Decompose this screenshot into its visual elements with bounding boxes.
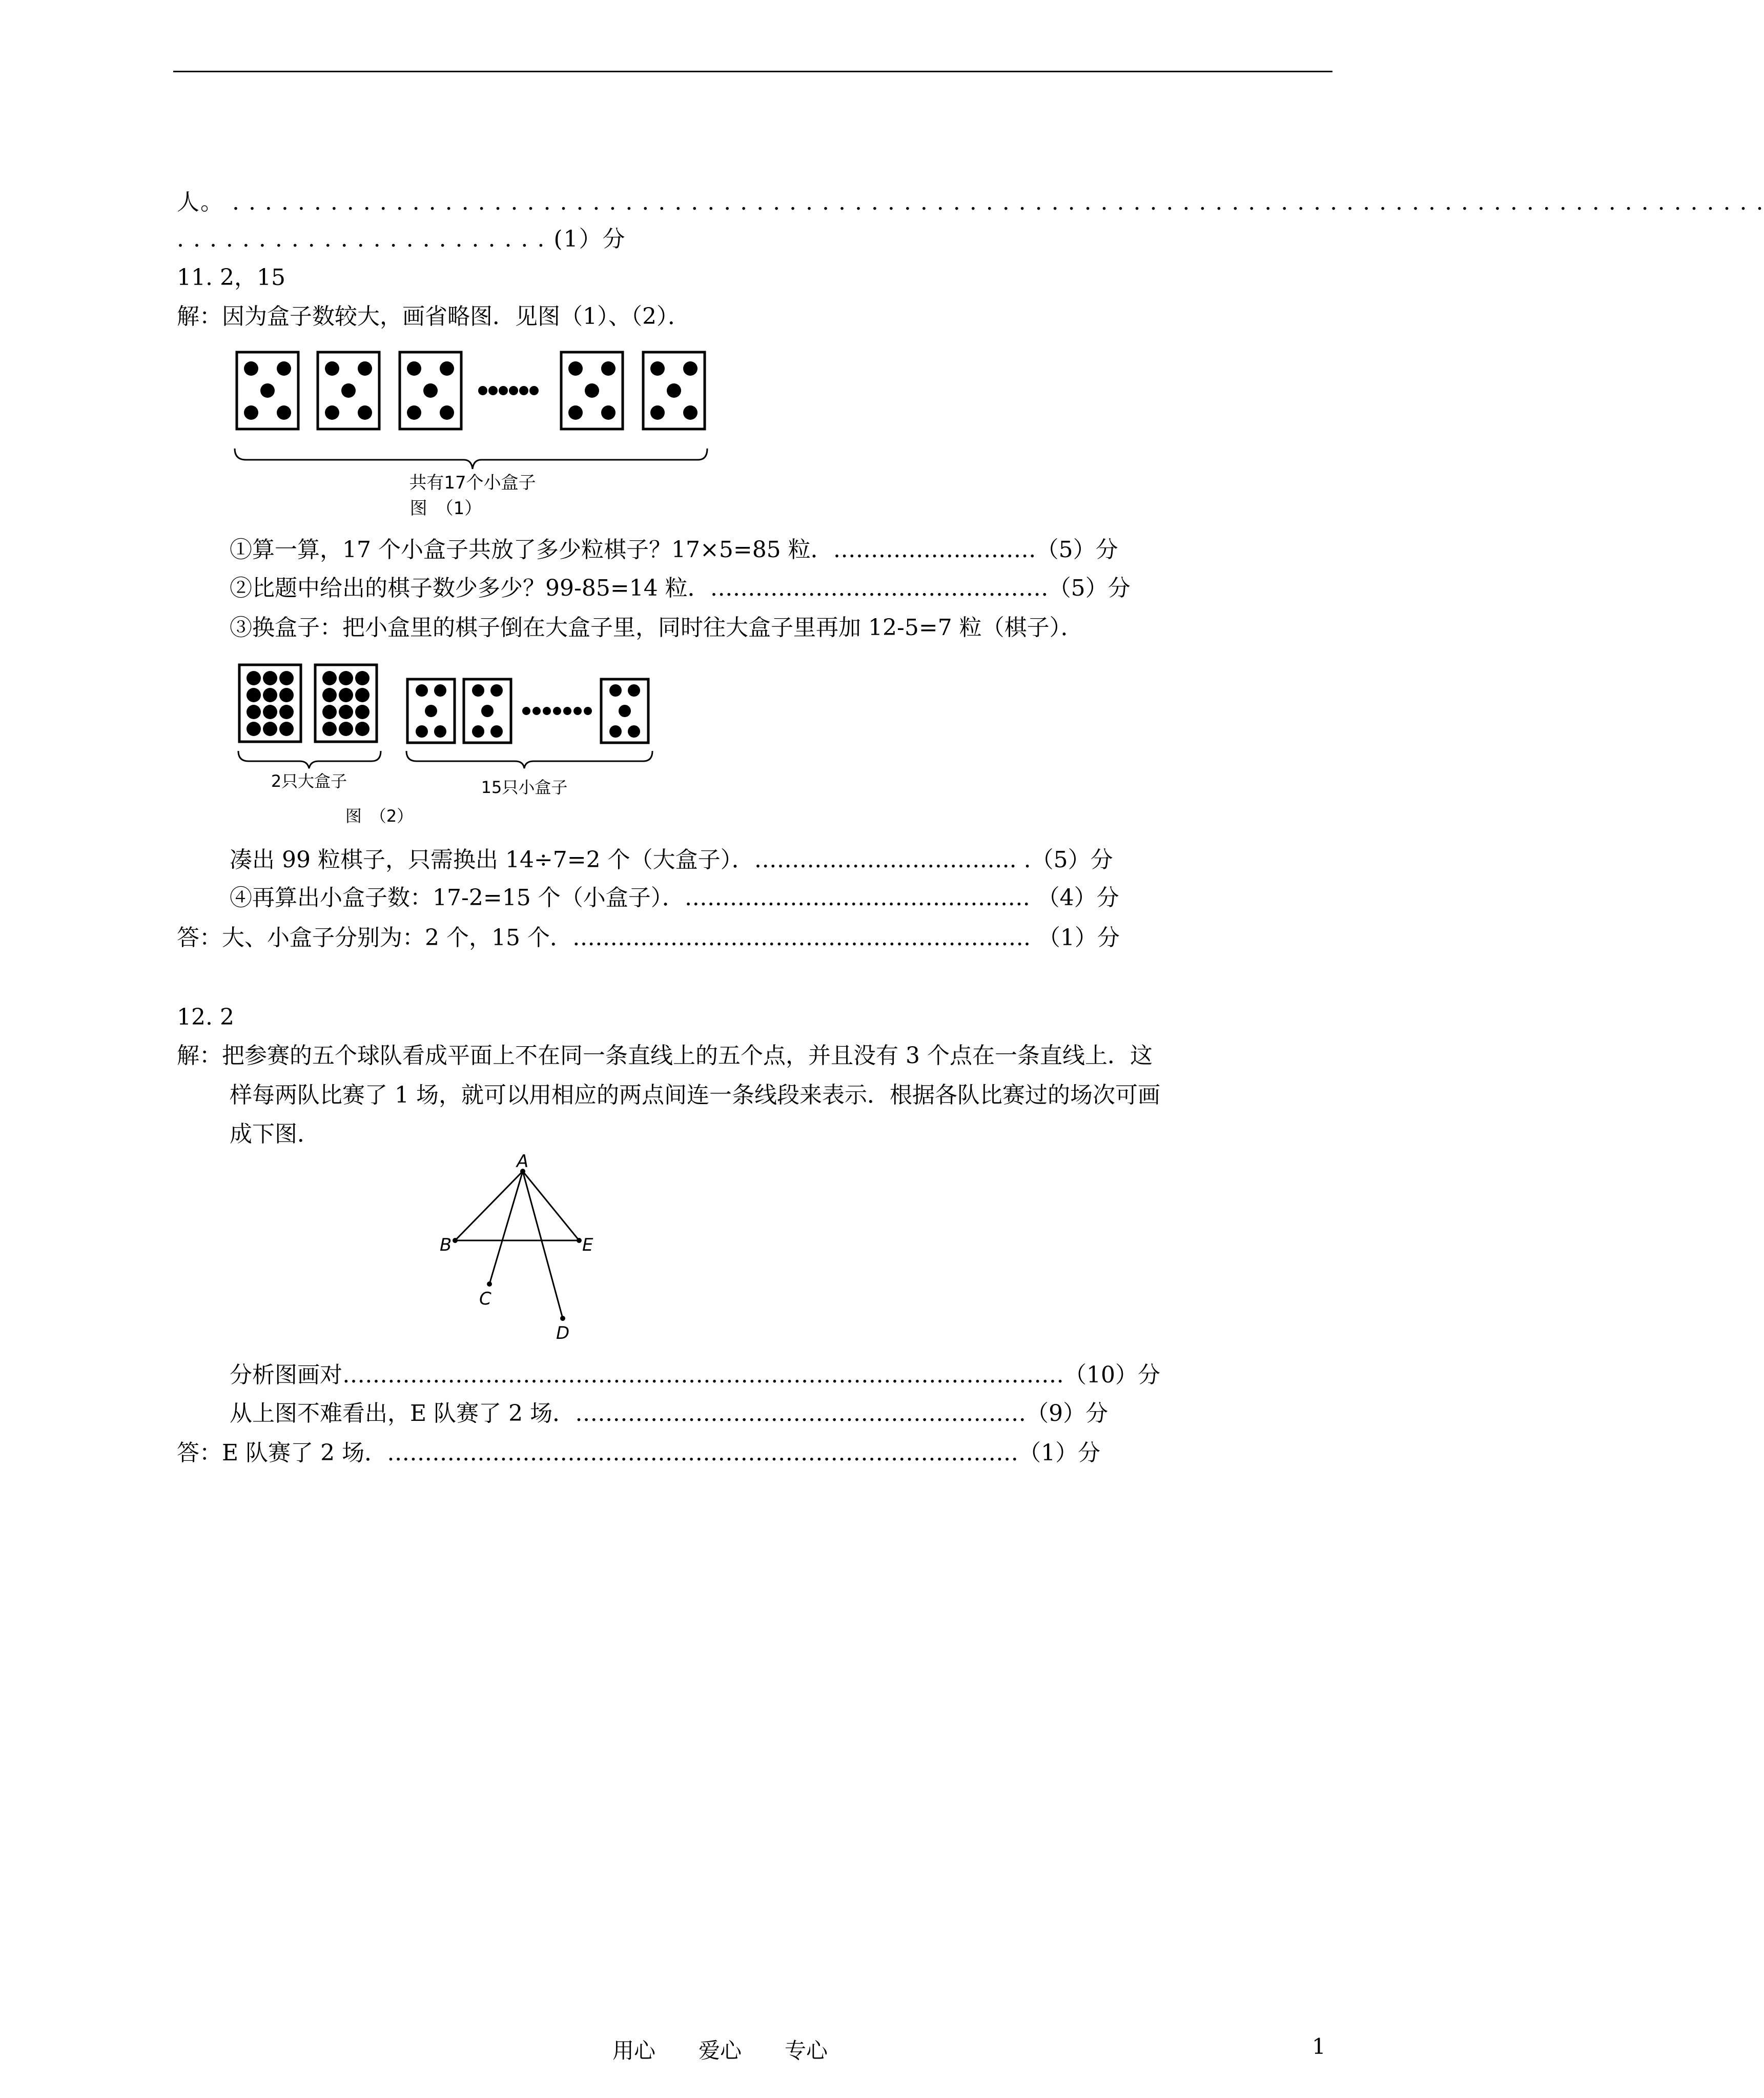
q11-heading: 11. 2，15	[177, 264, 285, 291]
big-box-dot	[247, 688, 261, 702]
line-1: 人。 . . . . . . . . . . . . . . . . . . . . . . . . . . . . . . . . . . . . . . . . . . . . . . . . . . . . . . . . . . . . . . . . . . . . . . . . . . . . . . . . . . . . . . . . . . . . . .	[177, 189, 1764, 215]
point-a-label: A	[517, 1151, 529, 1172]
fig2-caption: 图 （2）	[345, 806, 414, 826]
q12-solution-3: 成下图．	[230, 1121, 320, 1147]
point-e-label: E	[582, 1235, 593, 1255]
figure-3-graph	[430, 1153, 615, 1348]
fig2-right-label: 15只小盒子	[481, 778, 568, 797]
fig1-brace-label: 共有17个小盒子	[409, 473, 536, 493]
big-box-dot	[263, 688, 277, 702]
q12-solution-1: 解：把参赛的五个球队看成平面上不在同一条直线上的五个点，并且没有 3 个点在一条直线上．这	[177, 1043, 1153, 1069]
q11-answer: 答：大、小盒子分别为：2 个，15 个．……………………………………………………. （1）分	[177, 925, 1120, 951]
page-number: 1	[1312, 2034, 1326, 2059]
q11-solution: 解：因为盒子数较大，画省略图．见图（1）、（2）．	[177, 303, 690, 330]
big-box-dot	[279, 688, 294, 702]
point-b-label: B	[440, 1235, 452, 1255]
big-box-dot	[263, 705, 277, 719]
big-box-dot	[339, 705, 353, 719]
header-rule	[173, 71, 1332, 72]
big-box-dot	[322, 705, 337, 719]
fig1-caption: 图 （1）	[409, 498, 482, 519]
q11-step-4: 凑出 99 粒棋子，只需换出 14÷7=2 个（大盒子）．…………………………….. .（5）分	[230, 847, 1113, 873]
big-box-dot	[355, 688, 370, 702]
q11-step-2: ②比题中给出的棋子数少多少？99-85=14 粒．………………………………………（5）分	[230, 575, 1131, 601]
big-box-dot	[339, 688, 353, 702]
q11-step-1: ①算一算，17 个小盒子共放了多少粒棋子？17×5=85 粒．………………………（5）分	[230, 537, 1118, 563]
big-box-dot	[355, 705, 370, 719]
q11-step-3: ③换盒子：把小盒里的棋子倒在大盒子里，同时往大盒子里再加 12-5=7 粒（棋子）．	[230, 615, 1083, 641]
big-box-dot	[279, 671, 294, 685]
big-box-dot	[355, 671, 370, 685]
q12-solution-2: 样每两队比赛了 1 场，就可以用相应的两点间连一条线段来表示．根据各队比赛过的场次可画	[230, 1082, 1160, 1108]
big-box-dot	[339, 671, 353, 685]
q12-step-2: 从上图不难看出，E 队赛了 2 场．……………………………………………………（9）分	[230, 1400, 1109, 1427]
figure-1	[231, 346, 717, 523]
big-box-dot	[247, 705, 261, 719]
q11-step-5: ④再算出小盒子数：17-2=15 个（小盒子）．………………………………………. （4）分	[230, 885, 1119, 911]
big-box-dot	[263, 722, 277, 736]
point-d-label: D	[556, 1323, 570, 1343]
q12-answer: 答：E 队赛了 2 场．…………………………………………………………………………（1）分	[177, 1440, 1101, 1466]
footer-text: 用心 爱心 专心	[612, 2038, 828, 2063]
big-box-dot	[339, 722, 353, 736]
q12-heading: 12. 2	[177, 1004, 234, 1030]
figure-2	[233, 659, 664, 830]
big-box-dot	[279, 705, 294, 719]
big-box-dot	[279, 722, 294, 736]
fig2-left-label: 2只大盒子	[271, 771, 347, 791]
big-box-dot	[247, 722, 261, 736]
big-box-dot	[322, 671, 337, 685]
big-box-dot	[322, 688, 337, 702]
q12-step-1: 分析图画对……………………………………………………………………………………（10）分	[230, 1362, 1160, 1388]
point-c-label: C	[479, 1289, 491, 1309]
big-box-dot	[263, 671, 277, 685]
big-box-dot	[355, 722, 370, 736]
line-2: . . . . . . . . . . . . . . . . . . . . . . . (1）分	[177, 226, 626, 252]
big-box-dot	[247, 671, 261, 685]
big-box-dot	[322, 722, 337, 736]
